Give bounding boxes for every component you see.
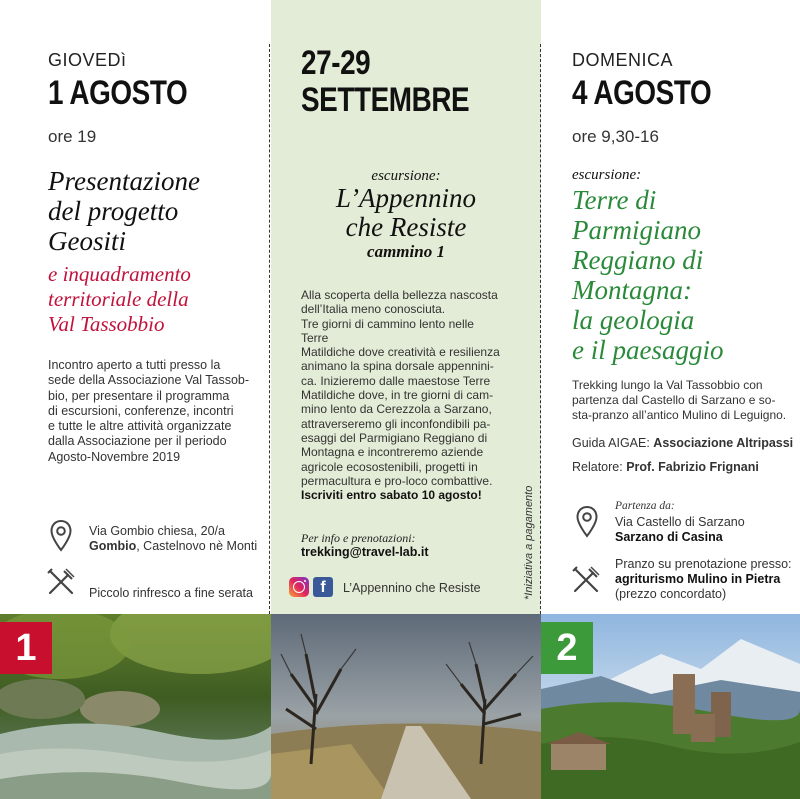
- departure-address: [615, 515, 745, 545]
- lunch-line2: agriturismo Mulino in Pietra: [615, 571, 781, 586]
- right-title-line: e il paesaggio: [572, 335, 724, 365]
- middle-description: [301, 288, 500, 502]
- guide-label: Guida AIGAE:: [572, 436, 654, 450]
- middle-date-line2: SETTEMBRE: [301, 81, 470, 119]
- middle-date-line1: 27-29: [301, 44, 371, 82]
- left-column: [0, 0, 271, 614]
- paid-initiative-note: *Iniziativa a pagamento: [523, 485, 535, 600]
- left-address-place: Gombio: [89, 539, 137, 554]
- middle-desc-line: esaggi del Parmigiano Reggiano di: [301, 430, 488, 445]
- middle-desc-line: Tre giorni di cammino lento nelle: [301, 316, 474, 331]
- path-trees-photo: [271, 614, 541, 799]
- middle-column: [271, 0, 541, 614]
- left-address-rest: , Castelnovo nè Monti: [136, 539, 258, 554]
- left-refresh: Piccolo rinfresco a fine serata: [89, 586, 253, 600]
- fork-knife-icon: [46, 567, 76, 597]
- middle-desc-line: ca. Inizieremo dalle maestose Terre: [301, 373, 491, 388]
- left-desc-line: bio, per presentare il programma: [48, 388, 230, 403]
- left-date-wrap: [48, 74, 218, 113]
- speaker-label: Relatore:: [572, 460, 627, 474]
- right-time: ore 9,30-16: [572, 127, 659, 146]
- middle-desc-line: animano la spina dorsale appennini-: [301, 359, 494, 374]
- middle-escursione-label: escursione:: [371, 168, 441, 184]
- right-desc-line: sta-pranzo all’antico Mulino di Leguigno.: [572, 407, 787, 422]
- left-title: [48, 166, 200, 256]
- lunch-line3: (prezzo concordato): [615, 586, 727, 601]
- email-link[interactable]: trekking@travel-lab.it: [301, 545, 429, 559]
- left-subtitle-line: territoriale della: [48, 287, 189, 311]
- left-date: 1 AGOSTO: [48, 74, 188, 112]
- guide-value: Associazione Altripassi: [653, 436, 794, 450]
- speaker-line: [572, 460, 759, 475]
- middle-desc-line: Matildiche dove creatività e resilienza: [301, 345, 500, 360]
- location-pin-icon: [50, 520, 72, 552]
- left-subtitle-line: Val Tassobbio: [48, 312, 165, 336]
- middle-desc-line: Matildiche dove, in tre giorni di cam-: [301, 388, 494, 403]
- left-desc-line: Agosto-Novembre 2019: [48, 449, 181, 464]
- speaker-value: Prof. Fabrizio Frignani: [626, 460, 759, 474]
- middle-desc-line: agricole ecosostenibili, progetti in: [301, 459, 478, 474]
- right-title-line: Parmigiano: [572, 215, 702, 245]
- middle-desc-line: Alla scoperta della bellezza nascosta: [301, 288, 498, 302]
- path-trees-illustration: [271, 614, 541, 799]
- column-divider: [269, 44, 270, 614]
- right-desc-line: Trekking lungo la Val Tassobbio con: [572, 378, 763, 392]
- left-title-line: Geositi: [48, 226, 126, 256]
- departure-line1: Via Castello di Sarzano: [615, 515, 745, 529]
- river-photo: [0, 614, 271, 799]
- left-subtitle: [48, 262, 191, 337]
- right-day: DOMENICA: [572, 50, 674, 70]
- middle-title-line: L’Appennino: [336, 183, 476, 213]
- left-time: ore 19: [48, 127, 97, 146]
- left-day: GIOVEDì: [48, 50, 127, 70]
- middle-date-wrap: [301, 44, 506, 120]
- right-escursione-label: escursione:: [572, 167, 642, 183]
- left-desc-line: dalla Associazione per il periodo: [48, 434, 227, 449]
- left-desc-line: Incontro aperto a tutti presso la: [48, 358, 221, 372]
- right-date: 4 AGOSTO: [572, 74, 712, 112]
- castle-mountains-photo: [541, 614, 800, 799]
- left-desc-line: sede della Associazione Val Tassob-: [48, 373, 250, 388]
- middle-desc-line: dell’Italia meno conosciuta.: [301, 302, 446, 317]
- right-title-line: Montagna:: [572, 275, 692, 305]
- left-desc-line: di escursioni, conferenze, incontri: [48, 403, 234, 418]
- event-number-badge: 2: [541, 622, 593, 674]
- facebook-icon[interactable]: f: [313, 577, 333, 597]
- right-date-wrap: [572, 74, 742, 113]
- right-description: [572, 378, 786, 422]
- middle-subtitle: cammino 1: [367, 242, 445, 261]
- left-description: [48, 358, 249, 465]
- left-desc-line: e tutte le altre attività organizzate: [48, 419, 232, 434]
- left-title-line: Presentazione: [48, 166, 200, 196]
- instagram-icon[interactable]: [289, 577, 309, 597]
- register-deadline: Iscriviti entro sabato 10 agosto!: [301, 488, 482, 503]
- middle-desc-line: Montagna e incontreremo aziende: [301, 445, 484, 460]
- middle-title-line: che Resiste: [345, 212, 467, 242]
- middle-desc-line: attraverseremo gli inconfondibili pa-: [301, 416, 491, 431]
- middle-desc-line: Terre: [301, 330, 329, 345]
- event-number-badge: 1: [0, 622, 52, 674]
- middle-desc-line: permacultura e pro-loco combattive.: [301, 473, 493, 488]
- left-address-line1: Via Gombio chiesa, 20/a: [89, 524, 225, 538]
- left-subtitle-line: e inquadramento: [48, 262, 191, 286]
- departure-line2: Sarzano di Casina: [615, 530, 723, 544]
- departure-label: Partenza da:: [615, 500, 675, 512]
- right-title-line: la geologia: [572, 305, 695, 335]
- location-pin-icon: [576, 506, 598, 538]
- info-label: Per info e prenotazioni:: [301, 531, 416, 545]
- left-address: [89, 524, 257, 555]
- fork-knife-icon: [571, 565, 601, 595]
- middle-title: [271, 184, 541, 242]
- lunch-line1: Pranzo su prenotazione presso:: [615, 557, 792, 571]
- right-title-line: Terre di: [572, 185, 657, 215]
- left-title-line: del progetto: [48, 196, 179, 226]
- right-title-line: Reggiano di: [572, 245, 704, 275]
- guide-line: [572, 436, 793, 451]
- middle-desc-line: mino lento da Cerezzola a Sarzano,: [301, 402, 492, 417]
- lunch-info: [615, 557, 792, 601]
- right-title: [572, 185, 723, 365]
- right-desc-line: partenza dal Castello di Sarzano e so-: [572, 392, 776, 407]
- social-label: L’Appennino che Resiste: [343, 581, 481, 595]
- right-column: [541, 0, 800, 614]
